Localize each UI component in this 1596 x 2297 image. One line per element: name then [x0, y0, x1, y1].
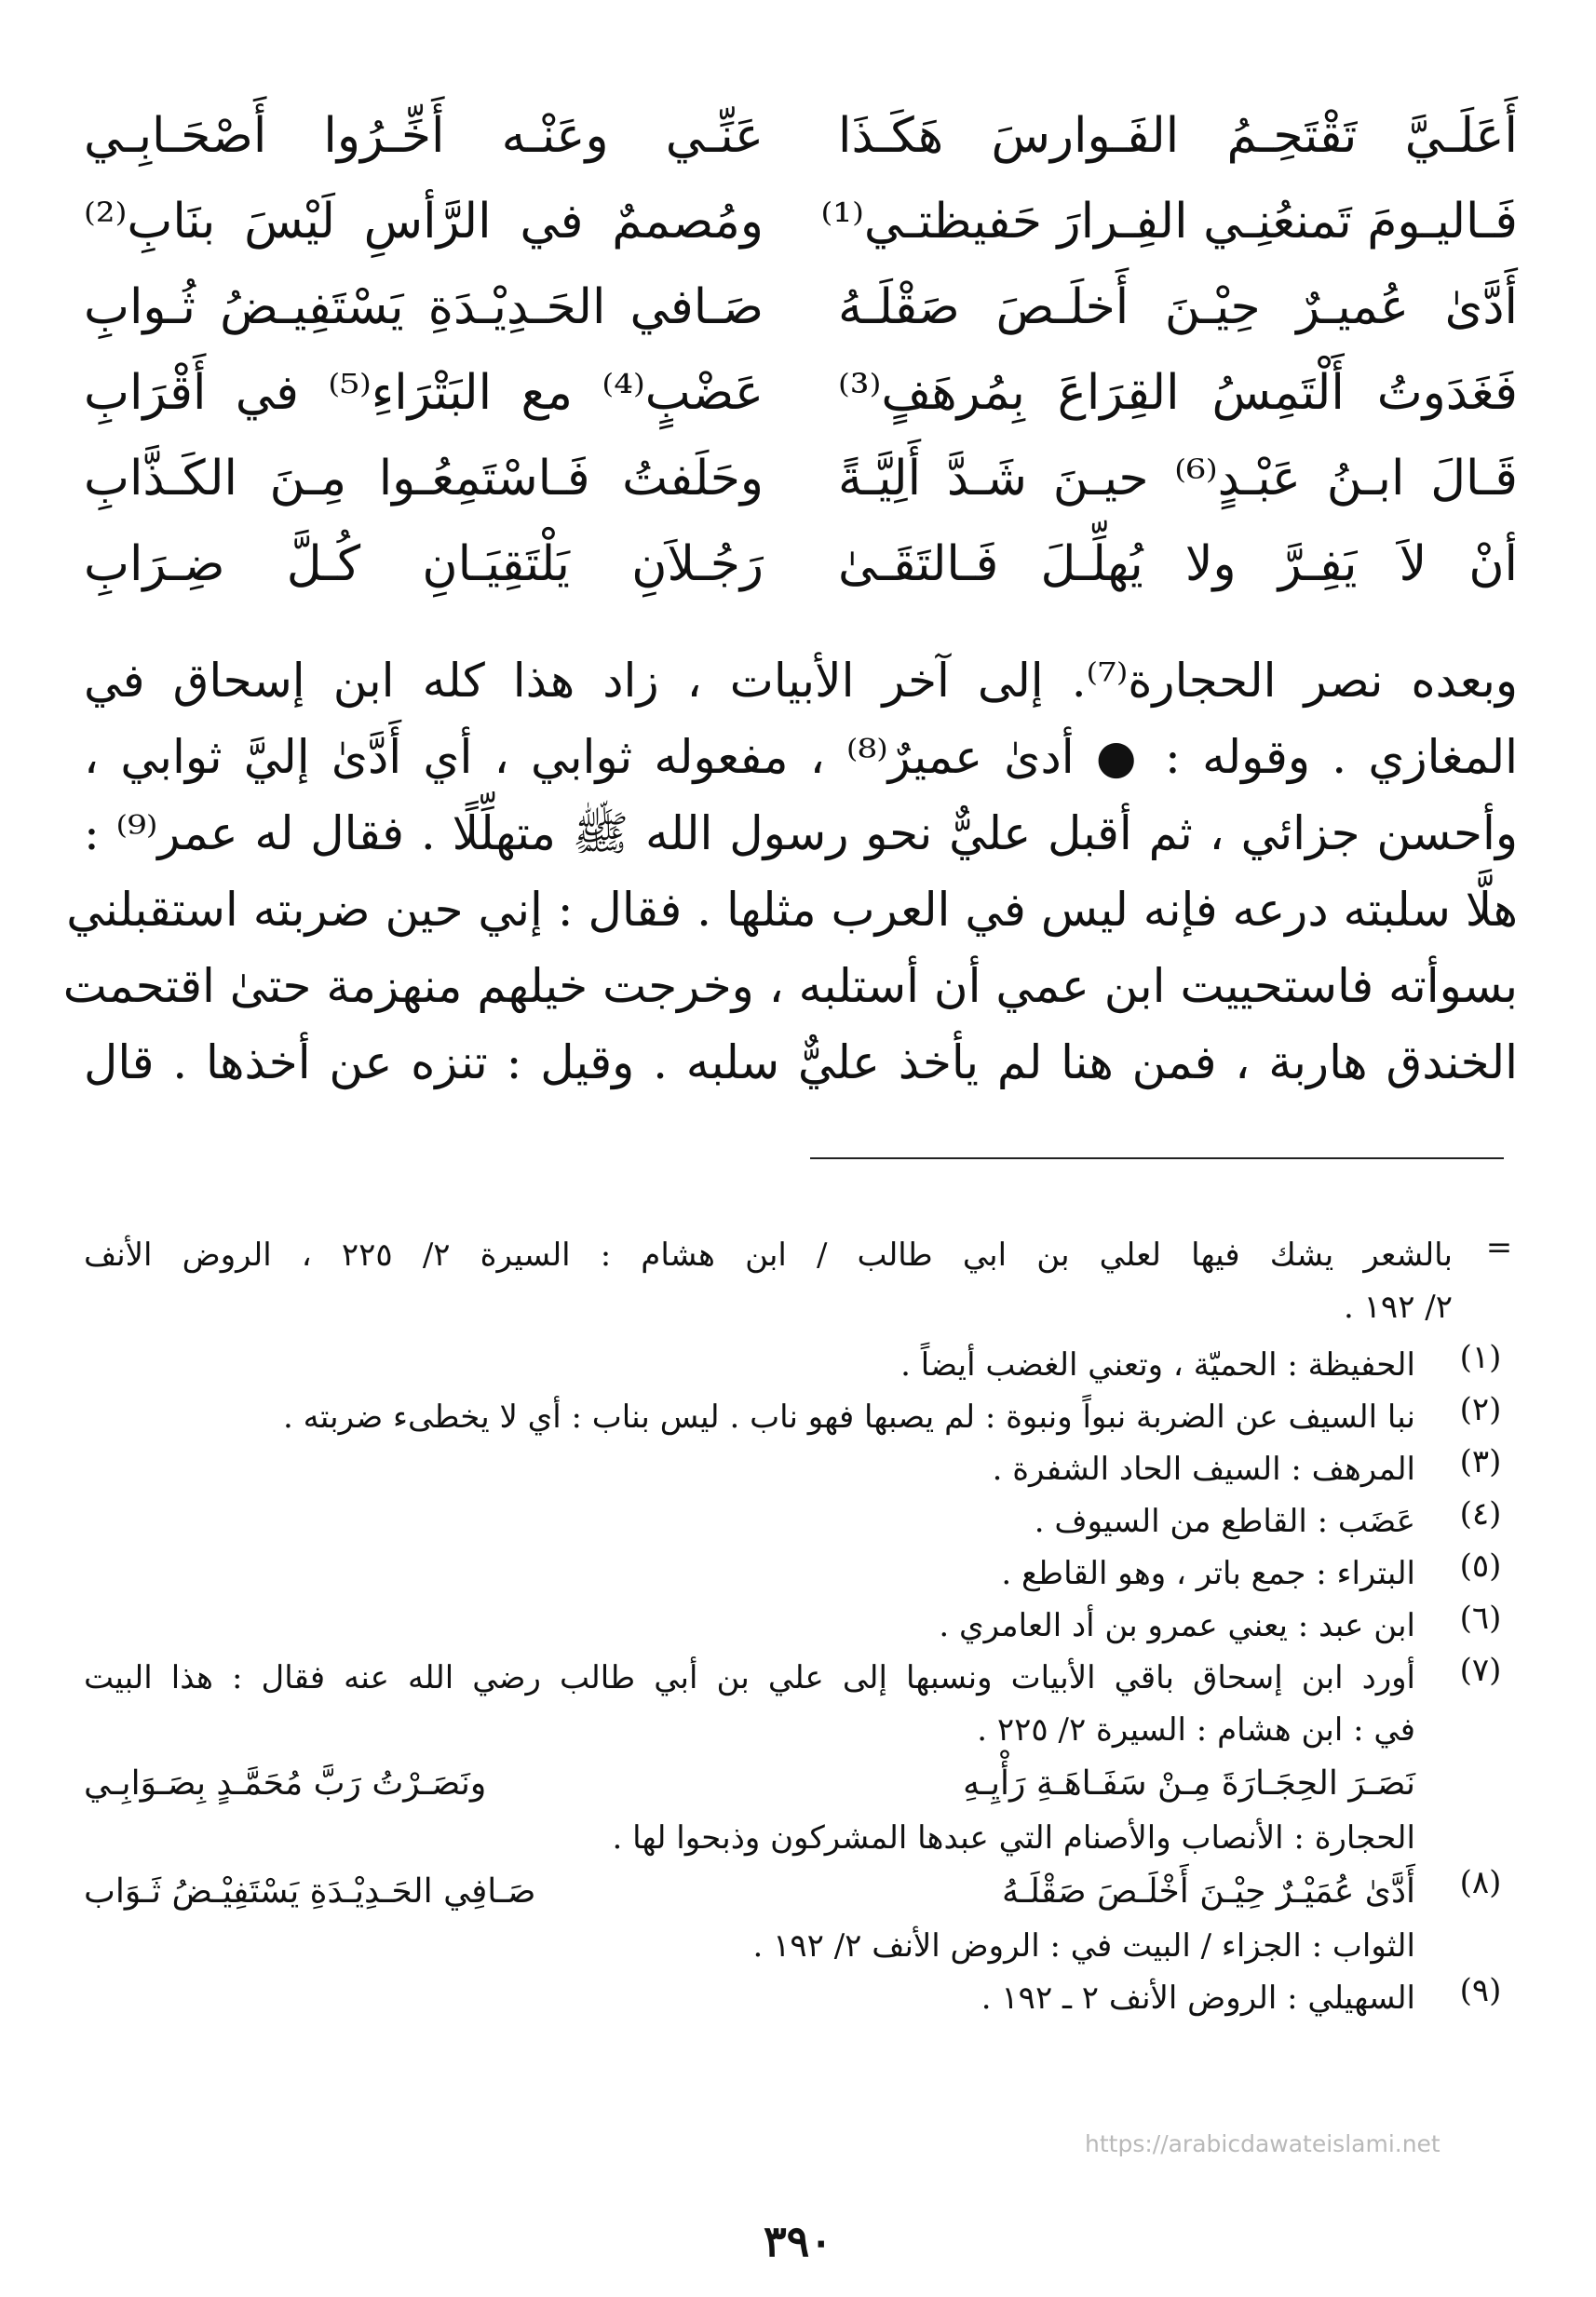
footnote-line: بالشعر يشك فيها لعلي بن ابي طالب / ابن هشام : السيرة ٢/ ٢٢٥ ، الروض الأنف — [84, 1236, 1454, 1274]
footnote-number: (٥) — [1459, 1547, 1502, 1585]
footnote-7 — [84, 1652, 1518, 1864]
continuation-mark: = — [1485, 1229, 1513, 1266]
body-line: وأحسن جزائي ، ثم أقبل عليٌّ نحو رسول الله ﷺ متهلِّلًا . فقال له عمر⁽⁹⁾ : — [84, 806, 1518, 860]
footnote-line: المرهف : السيف الحاد الشفرة . — [992, 1451, 1415, 1488]
footnote-number: (٦) — [1459, 1600, 1502, 1637]
footnote-line: عَضَب : القاطع من السيوف . — [1034, 1503, 1415, 1540]
verse-first-hemistich: فَغَدَوتُ أَلْتَمِسُ القِرَاعَ بِمُرهَفٍ⁽³⁾ — [838, 364, 1518, 421]
footnote-number: (٢) — [1459, 1391, 1502, 1428]
watermark-url: https://arabicdawateislami.net — [1085, 2130, 1440, 2157]
footnote-1 — [84, 1339, 1518, 1391]
verse-second-hemistich: وحَلَفتُ فَـاسْتَمِعُـوا مِـنَ الكَـذَّابِ — [84, 450, 764, 507]
verse-row — [84, 521, 1518, 607]
footnote-2 — [84, 1391, 1518, 1443]
body-line: المغازي . وقوله : ● أدىٰ عميرٌ⁽⁸⁾ ، مفعوله ثوابي ، أي أَدَّىٰ إليَّ ثوابي ، — [84, 730, 1518, 784]
body-line: وبعده نصر الحجارة⁽⁷⁾. إلى آخر الأبيات ، زاد هذا كله ابن إسحاق في — [84, 654, 1519, 708]
footnote-line: في : ابن هشام : السيرة ٢/ ٢٢٥ . — [977, 1711, 1415, 1749]
footnote-number: (٤) — [1459, 1495, 1502, 1533]
footnote-verse — [84, 1864, 1415, 1920]
verse-second-hemistich: عَنِّـي وعَنْـه أَخِّـرُوا أَصْحَـابِـي — [84, 107, 764, 164]
verse-first-hemistich: فَـاليـومَ تَمنعُنِـي الفِـرارَ حَفيظتـي⁽¹⁾ — [820, 193, 1518, 250]
footnote-line: نبا السيف عن الضربة نبواً ونبوة : لم يصبها فهو ناب . ليس بناب : أي لا يخطىء ضربته . — [283, 1398, 1415, 1436]
footnote-line: الحفيظة : الحميّة ، وتعني الغضب أيضاً . — [900, 1346, 1415, 1384]
footnote-line: ابن عبد : يعني عمرو بن أد العامري . — [939, 1607, 1415, 1644]
verse-second-hemistich: صَـافِي الحَـدِيْـدَةِ يَسْتَفِيْـضُ ثَـوَاب — [84, 1872, 536, 1911]
footnote-continuation — [84, 1229, 1518, 1333]
body-line: بسوأته فاستحييت ابن عمي أن أستلبه ، وخرجت خيلهم منهزمة حتىٰ اقتحمت — [62, 959, 1518, 1013]
poem — [84, 93, 1518, 607]
verse-first-hemistich: أنْ لاَ يَفِـرَّ ولا يُهلِّـلَ فَـالتَقَـىٰ — [838, 535, 1518, 592]
verse-row — [84, 436, 1518, 521]
verse-first-hemistich: أَدَّىٰ عُمَيْـرٌ حِيْـنَ أَخْلَـصَ صَقْلَـهُ — [1002, 1872, 1415, 1911]
verse-second-hemistich: ونَصَـرْتُ رَبَّ مُحَمَّـدٍ بِصَـوَابِـي — [84, 1764, 487, 1803]
footnote-verse — [84, 1756, 1415, 1812]
footnote-separator — [810, 1157, 1504, 1159]
footnote-3 — [84, 1443, 1518, 1495]
body-line: هلَّا سلبته درعه فإنه ليس في العرب مثلها . فقال : إني حين ضربته استقبلني — [66, 883, 1518, 937]
verse-second-hemistich: ومُصممٌ في الرَّأسِ لَيْسَ بنَابِ⁽²⁾ — [84, 193, 764, 250]
verse-first-hemistich: قَـالَ ابـنُ عَبْـدٍ⁽⁶⁾ حيـنَ شَـدَّ أَلِيَّـةً — [838, 450, 1518, 507]
footnote-line: أورد ابن إسحاق باقي الأبيات ونسبها إلى علي بن أبي طالب رضي الله عنه فقال : هذا البيت — [84, 1659, 1415, 1696]
verse-row — [84, 350, 1518, 436]
verse-second-hemistich: صَـافي الحَـدِيْـدَةِ يَسْتَفِيـضُ ثُـوابِ — [84, 278, 764, 335]
body-text — [62, 642, 1519, 1101]
footnote-number: (٣) — [1459, 1443, 1502, 1480]
footnote-8 — [84, 1864, 1518, 1972]
footnote-5 — [84, 1547, 1518, 1600]
footnote-6 — [84, 1600, 1518, 1652]
footnote-line: السهيلي : الروض الأنف ٢ ـ ١٩٢ . — [981, 1979, 1415, 2017]
verse-first-hemistich: أَدَّىٰ عُميـرٌ حِيْـنَ أَخلَـصَ صَقْلَـهُ — [838, 278, 1518, 335]
verse-second-hemistich: رَجُـلاَنِ يَلْتَقِيَـانِ كُـلَّ ضِـرَابِ — [84, 535, 764, 592]
footnote-number: (٨) — [1459, 1864, 1502, 1901]
footnote-9 — [84, 1972, 1518, 2024]
footnote-line: الحجارة : الأنصاب والأصنام التي عبدها المشركون وذبحوا لها . — [612, 1819, 1415, 1857]
verse-row — [84, 93, 1518, 179]
verse-row — [84, 179, 1518, 264]
verse-row — [84, 264, 1518, 350]
footnote-number: (٧) — [1459, 1652, 1502, 1689]
body-line: الخندق هاربة ، فمن هنا لم يأخذ عليٌّ سلبه . وقيل : تنزه عن أخذها . قال — [84, 1035, 1518, 1089]
verse-first-hemistich: نَصَـرَ الحِجَـارَةَ مِـنْ سَفَـاهَـةِ رَأْيِـهِ — [963, 1764, 1415, 1803]
footnotes — [84, 1229, 1518, 2024]
footnote-4 — [84, 1495, 1518, 1547]
footnote-line: البتراء : جمع باتر ، وهو القاطع . — [1001, 1555, 1415, 1592]
footnote-line: الثواب : الجزاء / البيت في : الروض الأنف ٢/ ١٩٢ . — [752, 1927, 1415, 1965]
page-number: ٣٩٠ — [763, 2216, 833, 2266]
footnote-line: ٢/ ١٩٢ . — [1344, 1289, 1453, 1326]
verse-second-hemistich: عَضْبٍ⁽⁴⁾ مع البَتْرَاءِ⁽⁵⁾ في أَقْرَابِ — [84, 364, 764, 421]
footnote-number: (٩) — [1459, 1972, 1502, 2009]
verse-first-hemistich: أَعَلَـيَّ تَقْتَحِـمُ الفَـوارسَ هَكَـذَا — [838, 107, 1518, 164]
footnote-number: (١) — [1459, 1339, 1502, 1376]
